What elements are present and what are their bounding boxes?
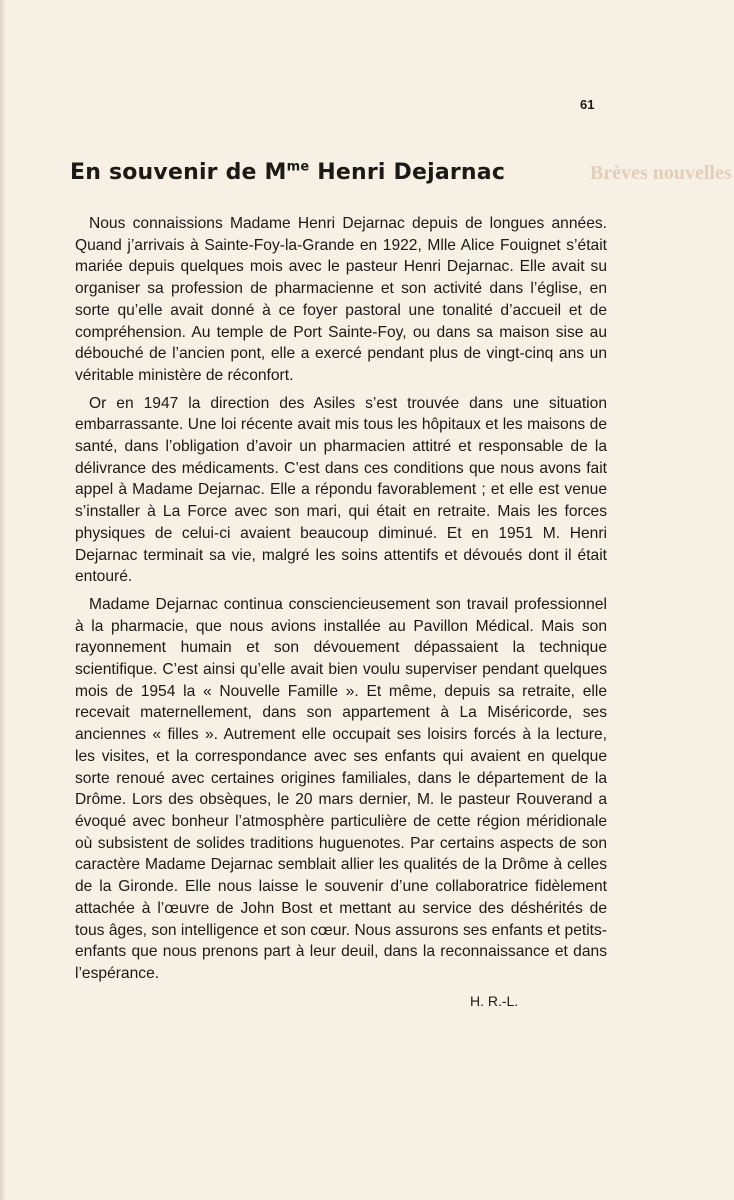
title-superscript: me [286,159,310,175]
article-body [75,213,607,991]
paragraph-1: Nous connaissions Madame Henri Dejarnac depuis de longues années. Quand j’arrivais à Sainte-Foy-la-Grande en 1922, Mlle Alice Fouignet s’était mariée depuis quelques mois avec le pasteur Henri Dejarnac. Elle avait su organiser sa profession de pharmacienne et son activité dans l’église, en sorte qu’elle avait donné à ce foyer pastoral une tonalité d’accueil et de compréhension. Au temple de Port Sainte-Foy, ou dans sa maison sise au débouché de l’ancien pont, elle a exercé pendant plus de vingt-cinq ans un véritable ministère de réconfort. [75,215,607,384]
title-suffix: Henri Dejarnac [309,160,506,185]
bleed-through-text: Brèves nouvelles [590,162,732,184]
page-edge-shadow [0,0,6,1200]
author-signature: H. R.-L. [470,993,519,1009]
title-prefix: En souvenir de M [70,160,287,185]
paragraph-3: Madame Dejarnac continua consciencieusement son travail professionnel à la pharmacie, que nous avions installée au Pavillon Médical. Mais son rayonnement humain et son dévouement dépassaient la technique scientifique. C’est ainsi qu’elle avait bien voulu superviser pendant quelques mois de 1954 la « Nouvelle Famille ». Et même, depuis sa retraite, elle recevait maternellement, dans son appartement à La Miséricorde, ses anciennes « filles ». Autrement elle occupait ses loisirs forcés à la lecture, les visites, et la correspondance avec ses enfants qui avaient en quelque sorte renoué avec certaines origines familiales, dans le département de la Drôme. Lors des obsèques, le 20 mars dernier, M. le pasteur Rouverand a évoqué avec bonheur l’atmosphère particulière de cette région méridionale où subsistent de solides traditions huguenotes. Par certains aspects de son caractère Madame Dejarnac semblait allier les qualités de la Drôme à celles de la Gironde. Elle nous laisse le souvenir d’une collaboratrice fidèlement attachée à l’œuvre de John Bost et mettant au service des déshérités de tous âges, son intelligence et son cœur. Nous assurons ses enfants et petits-enfants que nous prenons part à leur deuil, dans la reconnaissance et dans l’espérance. [75,595,607,982]
article-title [70,160,505,185]
paragraph-2: Or en 1947 la direction des Asiles s’est trouvée dans une situation embarrassante. Une loi récente avait mis tous les hôpitaux et les maisons de santé, dans l’obligation d’avoir un pharmacien attitré et responsable de la délivrance des médicaments. C’est dans ces conditions que nous avons fait appel à Madame Dejarnac. Elle a répondu favorablement ; et elle est venue s’installer à La Force avec son mari, qui était en retraite. Mais les forces physiques de celui-ci avaient beaucoup diminué. Et en 1951 M. Henri Dejarnac terminait sa vie, malgré les soins attentifs et dévoués dont il était entouré. [75,394,607,586]
page-number: 61 [580,97,595,112]
